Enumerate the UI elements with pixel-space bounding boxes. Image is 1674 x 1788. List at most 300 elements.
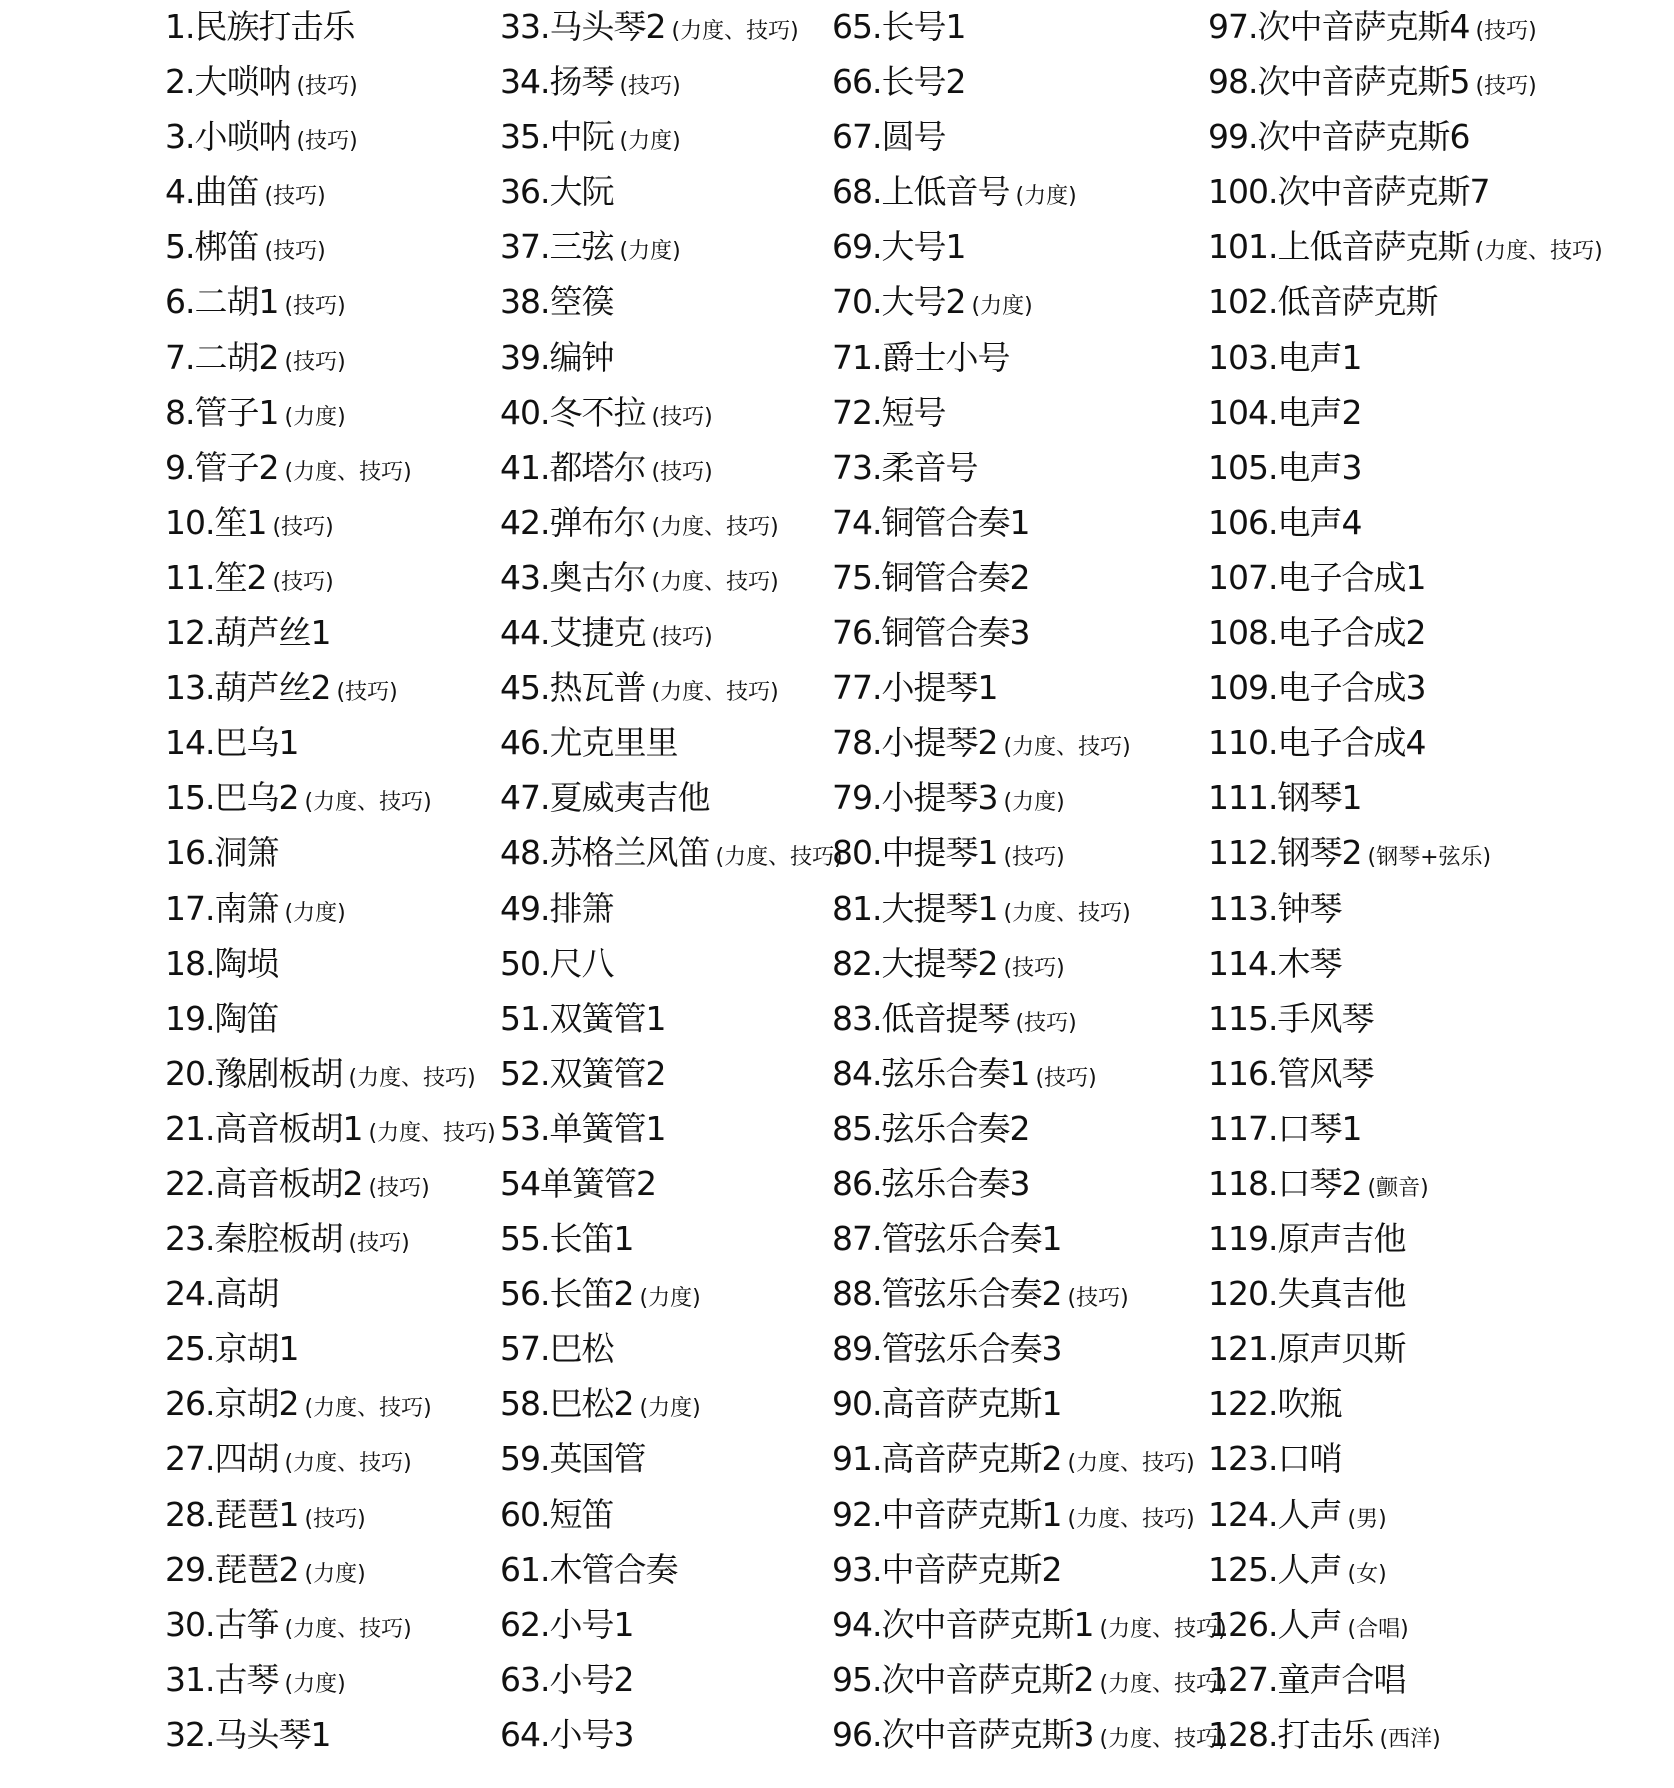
instrument-item — [832, 612, 1212, 667]
instrument-name: 马头琴2 — [549, 7, 666, 46]
instrument-item — [500, 943, 880, 998]
instrument-number: 38. — [500, 282, 550, 322]
instrument-name: 排箫 — [549, 888, 614, 928]
instrument-number: 68. — [832, 172, 882, 212]
instrument-note: (技巧) — [1475, 74, 1537, 100]
instrument-number: 27. — [165, 1439, 215, 1479]
instrument-number: 117. — [1208, 1108, 1278, 1148]
instrument-number: 52. — [500, 1053, 550, 1093]
instrument-number: 1. — [165, 7, 195, 46]
instrument-item — [165, 116, 545, 171]
instrument-item — [832, 281, 1212, 336]
instrument-item — [1208, 1438, 1648, 1493]
instrument-name: 豫剧板胡 — [214, 1053, 343, 1093]
instrument-item — [1208, 832, 1648, 887]
instrument-name: 管子2 — [194, 447, 279, 487]
instrument-note: (技巧) — [264, 184, 326, 210]
instrument-item — [832, 1328, 1212, 1383]
instrument-number: 51. — [500, 998, 550, 1038]
instrument-note: (力度、技巧) — [1475, 239, 1603, 265]
instrument-item — [500, 832, 880, 887]
instrument-number: 119. — [1208, 1219, 1278, 1259]
instrument-number: 101. — [1208, 227, 1278, 267]
instrument-name: 口琴1 — [1277, 1108, 1362, 1148]
instrument-name: 箜篌 — [549, 282, 614, 322]
instrument-item — [500, 888, 880, 943]
instrument-item — [832, 1218, 1212, 1273]
instrument-item — [1208, 447, 1648, 502]
instrument-item — [1208, 1273, 1648, 1328]
instrument-number: 39. — [500, 337, 550, 377]
instrument-name: 低音提琴 — [881, 998, 1010, 1038]
instrument-number: 18. — [165, 943, 215, 983]
instrument-name: 管子1 — [194, 392, 279, 432]
instrument-note: (力度) — [1003, 790, 1065, 816]
instrument-number: 86. — [832, 1163, 882, 1203]
instrument-item — [500, 1108, 880, 1163]
instrument-name: 大提琴2 — [881, 943, 998, 983]
instrument-name: 铜管合奏1 — [881, 502, 1030, 542]
instrument-note: (技巧) — [284, 294, 346, 320]
instrument-name: 曲笛 — [194, 172, 259, 212]
instrument-number: 7. — [165, 337, 195, 377]
instrument-item — [165, 667, 545, 722]
instrument-number: 20. — [165, 1053, 215, 1093]
instrument-name: 弦乐合奏2 — [881, 1108, 1030, 1148]
instrument-name: 二胡1 — [194, 282, 279, 322]
instrument-name: 陶埙 — [214, 943, 279, 983]
instrument-name: 高胡 — [214, 1274, 279, 1314]
instrument-number: 66. — [832, 62, 882, 102]
instrument-number: 103. — [1208, 337, 1278, 377]
instrument-number: 100. — [1208, 172, 1278, 212]
instrument-item — [165, 557, 545, 612]
instrument-item — [500, 1494, 880, 1549]
instrument-number: 60. — [500, 1494, 550, 1534]
instrument-name: 大阮 — [549, 172, 614, 212]
instrument-number: 15. — [165, 778, 215, 818]
instrument-item — [165, 832, 545, 887]
instrument-number: 6. — [165, 282, 195, 322]
instrument-number: 123. — [1208, 1439, 1278, 1479]
instrument-note: (力度、技巧) — [1003, 900, 1131, 926]
instrument-number: 94. — [832, 1604, 882, 1644]
instrument-name: 钢琴1 — [1277, 778, 1362, 818]
instrument-name: 原声吉他 — [1277, 1219, 1406, 1259]
instrument-name: 电声4 — [1277, 502, 1362, 542]
instrument-item — [500, 612, 880, 667]
instrument-name: 次中音萨克斯5 — [1257, 62, 1470, 102]
instrument-item — [832, 1273, 1212, 1328]
instrument-name: 钢琴2 — [1277, 833, 1362, 873]
instrument-item — [500, 116, 880, 171]
instrument-name: 高音板胡1 — [214, 1108, 363, 1148]
instrument-note: (技巧) — [272, 569, 334, 595]
instrument-number: 3. — [165, 117, 195, 157]
instrument-number: 43. — [500, 557, 550, 597]
instrument-item — [165, 1714, 545, 1769]
instrument-name: 次中音萨克斯6 — [1257, 117, 1470, 157]
instrument-name: 电子合成4 — [1277, 723, 1426, 763]
instrument-note: (力度、技巧) — [284, 1616, 412, 1642]
instrument-name: 小号2 — [549, 1659, 634, 1699]
instrument-item — [1208, 6, 1648, 61]
instrument-name: 弦乐合奏3 — [881, 1163, 1030, 1203]
instrument-note: (技巧) — [651, 625, 713, 651]
instrument-number: 80. — [832, 833, 882, 873]
instrument-name: 次中音萨克斯4 — [1257, 7, 1470, 46]
instrument-name: 电声1 — [1277, 337, 1362, 377]
instrument-item — [165, 722, 545, 777]
instrument-note: (力度、技巧) — [284, 1451, 412, 1477]
instrument-name: 圆号 — [881, 117, 946, 157]
instrument-note: (力度) — [284, 900, 346, 926]
instrument-name: 管弦乐合奏3 — [881, 1329, 1062, 1369]
instrument-name: 小号1 — [549, 1604, 634, 1644]
instrument-note: (力度) — [639, 1396, 701, 1422]
instrument-item — [832, 337, 1212, 392]
instrument-number: 95. — [832, 1659, 882, 1699]
instrument-item — [1208, 1218, 1648, 1273]
instrument-number: 24. — [165, 1274, 215, 1314]
instrument-number: 109. — [1208, 668, 1278, 708]
instrument-note: (力度) — [304, 1561, 366, 1587]
instrument-number: 114. — [1208, 943, 1278, 983]
instrument-note: (力度、技巧) — [651, 514, 779, 540]
instrument-item — [832, 502, 1212, 557]
instrument-number: 102. — [1208, 282, 1278, 322]
instrument-number: 13. — [165, 668, 215, 708]
instrument-item — [1208, 943, 1648, 998]
instrument-note: (力度、技巧) — [1067, 1451, 1195, 1477]
instrument-item — [500, 1053, 880, 1108]
instrument-item — [832, 226, 1212, 281]
instrument-number: 28. — [165, 1494, 215, 1534]
instrument-note: (西洋) — [1379, 1726, 1441, 1752]
instrument-note: (技巧) — [304, 1506, 366, 1532]
instrument-item — [832, 998, 1212, 1053]
instrument-number: 84. — [832, 1053, 882, 1093]
instrument-item — [500, 226, 880, 281]
instrument-note: (技巧) — [1035, 1065, 1097, 1091]
instrument-item — [165, 1438, 545, 1493]
instrument-note: (力度、技巧) — [1099, 1616, 1227, 1642]
instrument-number: 124. — [1208, 1494, 1278, 1534]
instrument-number: 25. — [165, 1329, 215, 1369]
instrument-item — [1208, 61, 1648, 116]
instrument-item — [500, 6, 880, 61]
instrument-number: 23. — [165, 1219, 215, 1259]
instrument-name: 钟琴 — [1277, 888, 1342, 928]
instrument-number: 87. — [832, 1219, 882, 1259]
instrument-item — [1208, 1604, 1648, 1659]
instrument-item — [832, 61, 1212, 116]
instrument-number: 10. — [165, 502, 215, 542]
instrument-name: 京胡1 — [214, 1329, 299, 1369]
instrument-item — [165, 1328, 545, 1383]
instrument-number: 75. — [832, 557, 882, 597]
instrument-number: 92. — [832, 1494, 882, 1534]
instrument-number: 112. — [1208, 833, 1278, 873]
instrument-item — [1208, 1328, 1648, 1383]
instrument-note: (技巧) — [368, 1175, 430, 1201]
instrument-number: 120. — [1208, 1274, 1278, 1314]
instrument-name: 高音板胡2 — [214, 1163, 363, 1203]
instrument-item — [832, 1494, 1212, 1549]
instrument-name: 短笛 — [549, 1494, 614, 1534]
instrument-name: 中阮 — [549, 117, 614, 157]
instrument-item — [832, 1659, 1227, 1714]
instrument-item — [165, 1163, 545, 1218]
instrument-number: 108. — [1208, 613, 1278, 653]
instrument-number: 58. — [500, 1384, 550, 1424]
instrument-name: 奥古尔 — [549, 557, 646, 597]
instrument-number: 72. — [832, 392, 882, 432]
instrument-name: 扬琴 — [549, 62, 614, 102]
instrument-item — [1208, 1383, 1648, 1438]
instrument-number: 91. — [832, 1439, 882, 1479]
instrument-name: 马头琴1 — [214, 1714, 331, 1754]
instrument-item — [832, 1108, 1212, 1163]
instrument-name: 艾捷克 — [549, 613, 646, 653]
instrument-number: 19. — [165, 998, 215, 1038]
instrument-item — [165, 281, 545, 336]
instrument-name: 梆笛 — [194, 227, 259, 267]
instrument-number: 56. — [500, 1274, 550, 1314]
instrument-item — [165, 998, 545, 1053]
instrument-note: (技巧) — [1475, 19, 1537, 44]
instrument-number: 9. — [165, 447, 195, 487]
instrument-item — [500, 777, 880, 832]
instrument-item — [165, 612, 545, 667]
instrument-number: 105. — [1208, 447, 1278, 487]
instrument-item — [1208, 171, 1648, 226]
instrument-number: 77. — [832, 668, 882, 708]
instrument-name: 木琴 — [1277, 943, 1342, 983]
instrument-number: 63. — [500, 1659, 550, 1699]
instrument-item — [500, 1163, 880, 1218]
instrument-item — [832, 116, 1212, 171]
instrument-name: 琵琶1 — [214, 1494, 299, 1534]
instrument-number: 59. — [500, 1439, 550, 1479]
instrument-item — [1208, 1108, 1648, 1163]
instrument-item — [165, 1604, 545, 1659]
instrument-name: 管弦乐合奏1 — [881, 1219, 1062, 1259]
instrument-name: 弦乐合奏1 — [881, 1053, 1030, 1093]
instrument-name: 低音萨克斯 — [1277, 282, 1438, 322]
instrument-name: 大唢呐 — [194, 62, 291, 102]
instrument-number: 62. — [500, 1604, 550, 1644]
instrument-name: 次中音萨克斯7 — [1277, 172, 1490, 212]
instrument-column-2 — [500, 6, 880, 1769]
instrument-note: (技巧) — [264, 239, 326, 265]
instrument-note: (钢琴+弦乐) — [1367, 845, 1492, 871]
instrument-item — [500, 1328, 880, 1383]
instrument-name: 四胡 — [214, 1439, 279, 1479]
instrument-number: 57. — [500, 1329, 550, 1369]
instrument-item — [500, 1659, 880, 1714]
instrument-number: 54 — [500, 1163, 540, 1203]
instrument-note: (女) — [1347, 1561, 1387, 1587]
instrument-name: 长笛2 — [549, 1274, 634, 1314]
instrument-item — [832, 1053, 1212, 1108]
instrument-name: 尤克里里 — [549, 723, 678, 763]
instrument-item — [1208, 1494, 1648, 1549]
instrument-item — [832, 888, 1212, 943]
instrument-number: 82. — [832, 943, 882, 983]
instrument-name: 笙1 — [214, 502, 267, 542]
instrument-number: 44. — [500, 613, 550, 653]
instrument-number: 65. — [832, 7, 882, 46]
instrument-number: 69. — [832, 227, 882, 267]
instrument-number: 21. — [165, 1108, 215, 1148]
instrument-number: 78. — [832, 723, 882, 763]
instrument-item — [165, 1053, 545, 1108]
instrument-column-4 — [1208, 6, 1648, 1769]
instrument-number: 85. — [832, 1108, 882, 1148]
instrument-item — [500, 337, 880, 392]
instrument-name: 木管合奏 — [549, 1549, 678, 1589]
instrument-name: 吹瓶 — [1277, 1384, 1342, 1424]
instrument-name: 苏格兰风笛 — [549, 833, 710, 873]
instrument-name: 笙2 — [214, 557, 267, 597]
instrument-note: (力度) — [284, 404, 346, 430]
instrument-name: 铜管合奏2 — [881, 557, 1030, 597]
instrument-item — [165, 888, 545, 943]
instrument-name: 古琴 — [214, 1659, 279, 1699]
instrument-name: 铜管合奏3 — [881, 613, 1030, 653]
instrument-item — [500, 557, 880, 612]
instrument-item — [165, 61, 545, 116]
instrument-note: (技巧) — [336, 680, 398, 706]
instrument-name: 人声 — [1277, 1549, 1342, 1589]
instrument-item — [165, 226, 545, 281]
instrument-number: 14. — [165, 723, 215, 763]
instrument-name: 小提琴2 — [881, 723, 998, 763]
instrument-number: 83. — [832, 998, 882, 1038]
instrument-number: 113. — [1208, 888, 1278, 928]
instrument-note: (技巧) — [619, 74, 681, 100]
instrument-note: (颤音) — [1367, 1175, 1429, 1201]
instrument-number: 73. — [832, 447, 882, 487]
instrument-name: 口哨 — [1277, 1439, 1342, 1479]
instrument-number: 12. — [165, 613, 215, 653]
instrument-item — [832, 392, 1212, 447]
instrument-note: (技巧) — [296, 129, 358, 155]
instrument-number: 118. — [1208, 1163, 1278, 1203]
instrument-item — [165, 337, 545, 392]
instrument-note: (技巧) — [1003, 845, 1065, 871]
instrument-name: 都塔尔 — [549, 447, 646, 487]
instrument-item — [832, 777, 1212, 832]
instrument-number: 104. — [1208, 392, 1278, 432]
instrument-note: (技巧) — [348, 1231, 410, 1257]
instrument-item — [500, 171, 880, 226]
instrument-name: 民族打击乐 — [194, 7, 355, 46]
instrument-note: (力度、技巧) — [1003, 735, 1131, 761]
instrument-name: 童声合唱 — [1277, 1659, 1406, 1699]
instrument-number: 64. — [500, 1714, 550, 1754]
instrument-item — [832, 1714, 1227, 1769]
instrument-item — [1208, 557, 1648, 612]
instrument-item — [165, 777, 545, 832]
instrument-name: 失真吉他 — [1277, 1274, 1406, 1314]
instrument-item — [1208, 667, 1648, 722]
instrument-note: (力度、技巧) — [348, 1065, 476, 1091]
instrument-name: 爵士小号 — [881, 337, 1010, 377]
instrument-number: 71. — [832, 337, 882, 377]
instrument-name: 中提琴1 — [881, 833, 998, 873]
instrument-item — [832, 1549, 1212, 1604]
instrument-number: 31. — [165, 1659, 215, 1699]
instrument-note: (力度、技巧) — [284, 459, 412, 485]
instrument-note: (力度、技巧) — [1067, 1506, 1195, 1532]
instrument-name: 小提琴1 — [881, 668, 998, 708]
instrument-name: 电子合成2 — [1277, 613, 1426, 653]
instrument-note: (力度、技巧) — [304, 1396, 432, 1422]
instrument-name: 手风琴 — [1277, 998, 1374, 1038]
instrument-note: (技巧) — [1003, 955, 1065, 981]
instrument-item — [832, 171, 1212, 226]
instrument-note: (合唱) — [1347, 1616, 1409, 1642]
instrument-note: (技巧) — [296, 74, 358, 100]
instrument-item — [832, 943, 1212, 998]
instrument-note: (力度、技巧) — [671, 19, 799, 44]
instrument-number: 8. — [165, 392, 195, 432]
instrument-name: 陶笛 — [214, 998, 279, 1038]
instrument-name: 长号2 — [881, 62, 966, 102]
instrument-name: 冬不拉 — [549, 392, 646, 432]
instrument-number: 53. — [500, 1108, 550, 1148]
instrument-note: (力度、技巧) — [651, 680, 779, 706]
instrument-name: 柔音号 — [881, 447, 978, 487]
instrument-number: 70. — [832, 282, 882, 322]
instrument-name: 次中音萨克斯3 — [881, 1714, 1094, 1754]
instrument-note: (技巧) — [284, 349, 346, 375]
instrument-name: 管弦乐合奏2 — [881, 1274, 1062, 1314]
instrument-note: (力度、技巧) — [1099, 1726, 1227, 1752]
instrument-name: 秦腔板胡 — [214, 1219, 343, 1259]
instrument-note: (力度) — [639, 1286, 701, 1312]
instrument-item — [500, 667, 880, 722]
instrument-item — [1208, 1714, 1648, 1769]
instrument-item — [1208, 502, 1648, 557]
instrument-item — [165, 171, 545, 226]
instrument-name: 次中音萨克斯1 — [881, 1604, 1094, 1644]
instrument-number: 48. — [500, 833, 550, 873]
instrument-name: 英国管 — [549, 1439, 646, 1479]
instrument-name: 洞箫 — [214, 833, 279, 873]
instrument-item — [1208, 1053, 1648, 1108]
instrument-item — [500, 722, 880, 777]
instrument-number: 111. — [1208, 778, 1278, 818]
instrument-number: 4. — [165, 172, 195, 212]
instrument-number: 74. — [832, 502, 882, 542]
instrument-name: 高音萨克斯2 — [881, 1439, 1062, 1479]
instrument-number: 88. — [832, 1274, 882, 1314]
instrument-number: 41. — [500, 447, 550, 487]
instrument-name: 大号2 — [881, 282, 966, 322]
instrument-name: 次中音萨克斯2 — [881, 1659, 1094, 1699]
instrument-item — [1208, 337, 1648, 392]
instrument-number: 96. — [832, 1714, 882, 1754]
instrument-number: 16. — [165, 833, 215, 873]
instrument-name: 巴松 — [549, 1329, 614, 1369]
instrument-name: 双簧管1 — [549, 998, 666, 1038]
instrument-number: 128. — [1208, 1714, 1278, 1754]
instrument-item — [500, 1383, 880, 1438]
instrument-item — [165, 1273, 545, 1328]
